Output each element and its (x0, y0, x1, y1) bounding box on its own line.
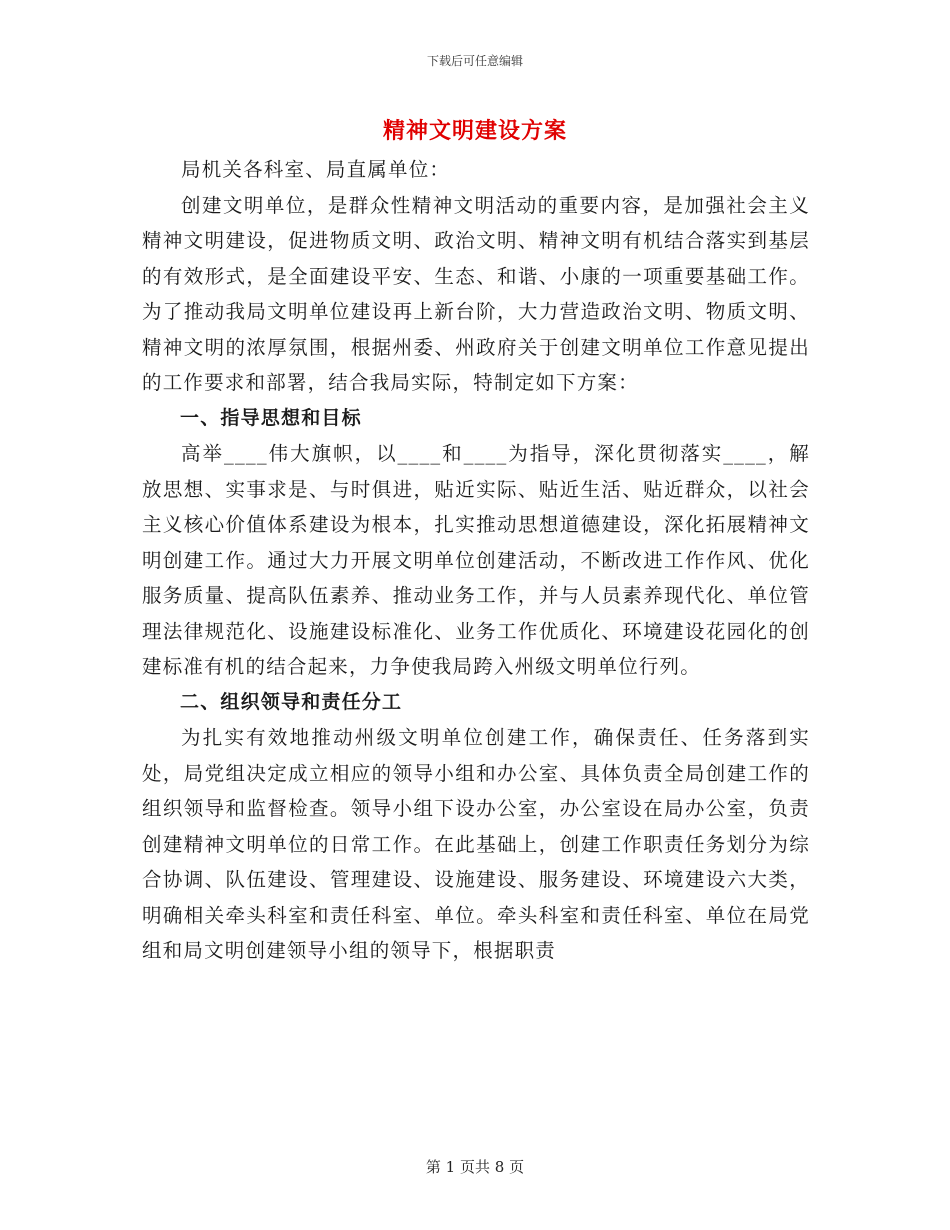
intro-paragraph: 创建文明单位，是群众性精神文明活动的重要内容，是加强社会主义精神文明建设，促进物质文明、政治文明、精神文明有机结合落实到基层的有效形式，是全面建设平安、生态、和谐、小康的一项重要基础工作。为了推动我局文明单位建设再上新台阶，大力营造政治文明、物质文明、精神文明的浓厚氛围，根据州委、州政府关于创建文明单位工作意见提出的工作要求和部署，结合我局实际，特制定如下方案： (142, 193, 810, 394)
section-paragraph-guiding-ideology: 高举____伟大旗帜，以____和____为指导，深化贯彻落实____，解放思想、实事求是、与时俱进，贴近实际、贴近生活、贴近群众，以社会主义核心价值体系建设为根本，扎实推动思想道德建设，深化拓展精神文明创建工作。通过大力开展文明单位创建活动，不断改进工作作风、优化服务质量、提高队伍素养、推动业务工作，并与人员素养现代化、单位管理法律规范化、设施建设标准化、业务工作优质化、环境建设花园化的创建标准有机的结合起来，力争使我局跨入州级文明单位行列。 (142, 442, 810, 678)
page-number-footer: 第 1 页共 8 页 (425, 1158, 525, 1176)
header-note: 下载后可任意编辑 (426, 54, 523, 68)
section-heading-organization: 二、组织领导和责任分工 (180, 690, 403, 713)
document-body (142, 152, 810, 969)
salutation: 局机关各科室、局直属单位： (181, 158, 451, 181)
section-paragraph-organization: 为扎实有效地推动州级文明单位创建工作，确保责任、任务落到实处，局党组决定成立相应的领导小组和办公室、具体负责全局创建工作的组织领导和监督检查。领导小组下设办公室，办公室设在局办公室，负责创建精神文明单位的日常工作。在此基础上，创建工作职责任务划分为综合协调、队伍建设、管理建设、设施建设、服务建设、环境建设六大类，明确相关牵头科室和责任科室、单位。牵头科室和责任科室、单位在局党组和局文明创建领导小组的领导下，根据职责 (142, 726, 810, 962)
section-heading-guiding-ideology: 一、指导思想和目标 (180, 406, 362, 429)
document-title: 精神文明建设方案 (382, 118, 567, 144)
